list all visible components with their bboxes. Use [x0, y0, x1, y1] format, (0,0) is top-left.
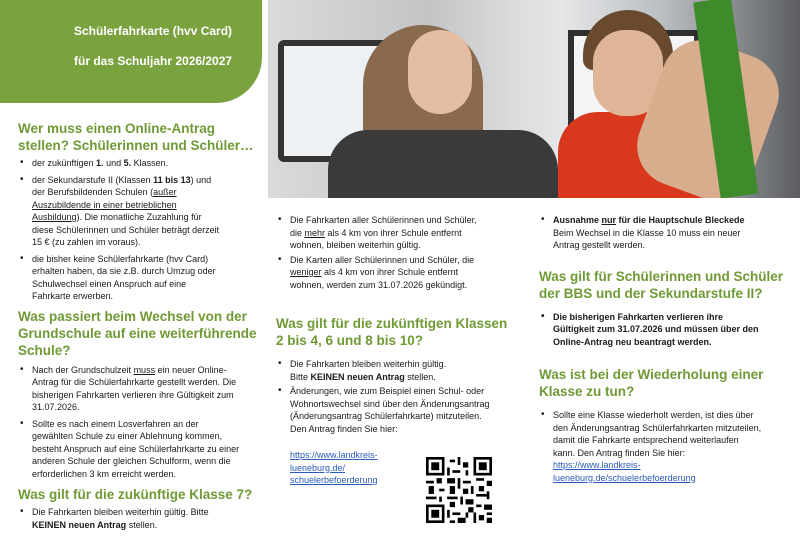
list-exception-bleckede	[539, 214, 797, 252]
list-item: • Die Fahrkarten bleiben weiterhin gültig. Bitte KEINEN neuen Antrag stellen.	[18, 506, 268, 531]
list-item: • Nach der Grundschulzeit muss ein neuer Online- Antrag für die Schülerfahrkarte gestellt werden. Die bisherigen Fahrkarten verlieren ihre Gültigkeit zum 31.07.2026.	[18, 364, 268, 414]
list-repeat-class	[539, 409, 797, 459]
list-school-change	[18, 364, 268, 481]
column-3	[539, 214, 797, 484]
banner-title-line1: Schülerfahrkarte (hvv Card)	[74, 24, 233, 38]
heading-school-change: Was passiert beim Wechsel von der Grundschule auf eine weiterführende Schule?	[18, 308, 257, 358]
title-banner	[0, 0, 262, 103]
list-bbs-sek2	[539, 311, 797, 349]
photo-students-on-bus	[268, 0, 800, 198]
list-item: • Sollte eine Klasse wiederholt werden, ist dies über den Änderungsantrag Schülerfahrkarten mitzuteilen, damit die Fahrkarte entsprechend weiterlaufen kann. Den Antrag finden Sie hier:	[539, 409, 797, 459]
heading-who-must-apply: Wer muss einen Online-Antrag stellen? Schülerinnen und Schüler…	[18, 121, 254, 153]
list-item: • der zukünftigen 1. und 5. Klassen.	[18, 157, 268, 170]
student-face	[408, 30, 472, 114]
banner-title-line2: für das Schuljahr 2026/2027	[74, 54, 233, 68]
list-item: • Ausnahme nur für die Hauptschule Bleckede Beim Wechsel in die Klasse 10 muss ein neuer Antrag gestellt werden.	[539, 214, 797, 252]
heading-class-7: Was gilt für die zukünftige Klasse 7?	[18, 487, 253, 502]
heading-bbs-sek2: Was gilt für Schülerinnen und Schüler der BBS und der Sekundarstufe II?	[539, 268, 784, 301]
heading-repeat-class: Was ist bei der Wiederholung einer Klasse zu tun?	[539, 367, 764, 399]
list-ticket-validity	[276, 214, 526, 291]
column-2	[276, 214, 526, 487]
link-landkreis[interactable]: https://www.landkreis- lueneburg.de/schuelerbefoerderung	[553, 460, 696, 483]
list-item: • Änderungen, wie zum Beispiel einen Schul- oder Wohnortswechsel sind über den Änderungsantrag (Änderungsantrag Schülerfahrkarte) mitzuteilen. Den Antrag finden Sie hier:	[276, 385, 526, 435]
list-who-must-apply	[18, 157, 268, 303]
qr-code-icon	[426, 457, 492, 523]
list-item: • Die Fahrkarten bleiben weiterhin gültig. Bitte KEINEN neuen Antrag stellen.	[276, 358, 526, 383]
list-item: • Die Fahrkarten aller Schülerinnen und Schüler, die mehr als 4 km von ihrer Schule entfernt wohnen, bleiben weiterhin gültig.	[276, 214, 526, 252]
list-classes-2-to-10	[276, 358, 526, 435]
list-item: • der Sekundarstufe II (Klassen 11 bis 13) und der Berufsbildenden Schulen (außer Auszubildende in einer betrieblichen Ausbildung). Die monatliche Zuzahlung für diese Schülerinnen und Schüler beträgt derzeit 15 € (zu zahlen im voraus).	[18, 174, 268, 249]
list-item: • Die bisherigen Fahrkarten verlieren ihre Gültigkeit zum 31.07.2026 und müssen über den Online-Antrag neu beantragt werden.	[539, 311, 797, 349]
list-item: • die bisher keine Schülerfahrkarte (hvv Card) erhalten haben, da sie z.B. durch Umzug oder Schulwechsel einen Anspruch auf eine Fahrkarte erwerben.	[18, 253, 268, 303]
student-body	[328, 130, 558, 198]
heading-classes-2-to-10: Was gilt für die zukünftigen Klassen 2 bis 4, 6 und 8 bis 10?	[276, 316, 508, 348]
link-landkreis[interactable]: https://www.landkreis- lueneburg.de/ schuelerbefoerderung	[290, 450, 378, 485]
list-item: • Die Karten aller Schülerinnen und Schüler, die weniger als 4 km von ihrer Schule entfernt wohnen, werden zum 31.07.2026 gekündigt.	[276, 254, 526, 292]
list-class-7	[18, 506, 268, 531]
column-1	[18, 120, 268, 531]
list-item: • Sollte es nach einem Losverfahren an der gewählten Schule zu einer Ablehnung kommen, besteht Anspruch auf eine Schülerfahrkarte zu einer anderen Schule der gleichen Schulform, wenn die erforderlichen 3 km erreicht werden.	[18, 418, 268, 481]
